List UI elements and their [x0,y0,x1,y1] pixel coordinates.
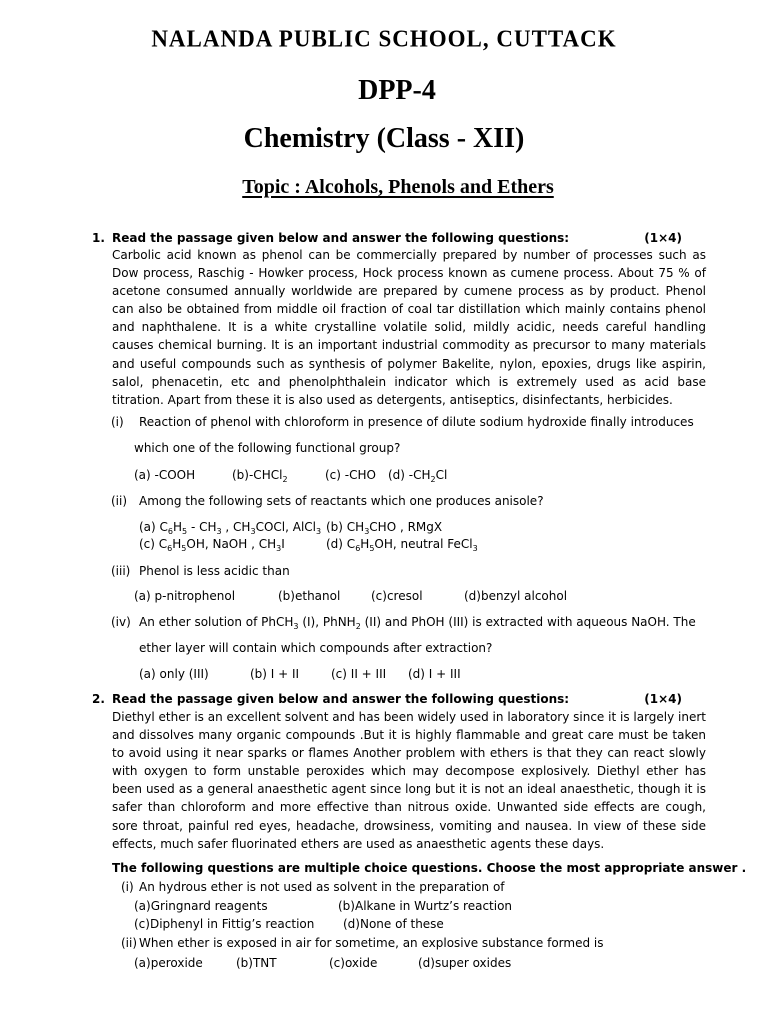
q1-instruction: Read the passage given below and answer the following questions: [112,231,570,245]
q2-ii-text: When ether is exposed in air for sometime, an explosive substance formed is [139,936,604,950]
q1-ii-option-d: (d) $C_6H_5OH$, neutral FeCl$_3$ [326,537,478,553]
q2-ii-option-c: (c)oxide [329,956,378,970]
q2-instruction: Read the passage given below and answer the following questions: [112,692,570,706]
q1-iv-text-2: ether layer will contain which compounds after extraction? [139,641,493,655]
q1-i-option-a: (a) -COOH [134,468,196,482]
q1-iii-option-d: (d)benzyl alcohol [464,589,568,603]
q1-iv-option-d: (d) I + III [408,667,461,681]
q2-i-label: (i) [121,880,134,894]
subject-title: Chemistry (Class - XII) [243,123,525,154]
q2-ii-option-a: (a)peroxide [134,956,203,970]
q1-iv-option-a: (a) only (III) [139,667,209,681]
q2-i-option-a: (a)Gringnard reagents [134,899,268,913]
q2-mcq-instruction: The following questions are multiple choice questions. Choose the most appropriate answer . [112,861,747,875]
q2-ii-option-b: (b)TNT [236,956,277,970]
q1-iv-label: (iv) [111,615,131,629]
q1-i-option-d: (d) $-CH_2Cl$ [388,468,448,484]
q1-ii-label: (ii) [111,494,128,508]
dpp-title: DPP-4 [358,75,436,106]
q2-marks: (1×4) [644,692,682,706]
q1-number: 1. [92,231,105,245]
q1-ii-option-b: (b) $CH_3CHO$ , RMgX [326,520,443,536]
q1-marks: (1×4) [644,231,682,245]
q2-ii-label: (ii) [121,936,138,950]
q2-ii-option-d: (d)super oxides [418,956,512,970]
q1-iii-option-c: (c)cresol [371,589,423,603]
q1-iv-option-c: (c) II + III [331,667,387,681]
q1-iii-text: Phenol is less acidic than [139,564,290,578]
q2-i-text: An hydrous ether is not used as solvent in the preparation of [139,880,505,894]
topic-text: Topic : Alcohols, Phenols and Ethers [242,176,554,198]
q2-number: 2. [92,692,105,706]
q1-iii-option-b: (b)ethanol [278,589,341,603]
q1-i-label: (i) [111,415,124,429]
q2-passage: Diethyl ether is an excellent solvent and has been widely used in laboratory since it is largely inert and dissolves many organic compounds .But it is highly flammable and great care must be taken to avoid using it near sparks or flames Another problem with ethers is that they can react slowly with oxygen to form unstable peroxides which may decompose explosively. Diethyl ether has been used as a general anaesthetic agent since long but it is not an ideal anaesthetic, though it is safer than chloroform and more effective than nitrous oxide. Unwanted side effects are cough, sore throat, painful red eyes, headache, drowsiness, vomiting and nausea. In view of these side effects, much safer fluorinated ethers are used as anaesthetic agents these days. [112,710,707,851]
q1-i-option-c: (c) -CHO [325,468,376,482]
topic-title [0,178,768,196]
q1-ii-text: Among the following sets of reactants which one produces anisole? [139,494,544,508]
q1-iii-label: (iii) [111,564,131,578]
q2-i-option-d: (d)None of these [343,917,444,931]
q2-i-option-c: (c)Diphenyl in Fittig’s reaction [134,917,315,931]
q1-ii-option-c: (c) $C_6H_5OH$, NaOH , $CH_3I$ [139,537,285,553]
q2-i-option-b: (b)Alkane in Wurtz’s reaction [338,899,513,913]
q1-passage: Carbolic acid known as phenol can be commercially prepared by number of processes such as Dow process, Raschig - Howker process, Hock process known as cumene process. About 75 % of acetone consumed annually worldwide are prepared by cumene process as by product. Phenol can also be obtained from middle oil fraction of coal tar distillation which mainly contains phenol and naphthalene. It is a white crystalline volatile solid, mildly acidic, needs careful handling causes chemical burning. It is an important industrial commodity as precursor to many materials and useful compounds such as synthesis of polymer Bakelite, nylon, epoxies, drugs like aspirin, salol, phenacetin, etc and phenolphthalein indicator which is extremely used as acid base titration. Apart from these it is also used as detergents, antiseptics, disinfectants, herbicides. [112,248,706,407]
q1-iv-option-b: (b) I + II [250,667,300,681]
school-name: NALANDA PUBLIC SCHOOL, CUTTACK [151,25,617,52]
q1-i-text: Reaction of phenol with chloroform in presence of dilute sodium hydroxide finally introduces [139,415,694,429]
q1-ii-option-a: (a) $C_6H_5 - CH_3$ , $CH_3COCl$, AlCl$_3$ [139,520,322,536]
q1-iii-option-a: (a) p-nitrophenol [134,589,236,603]
q1-i-text-2: which one of the following functional group? [134,441,401,455]
q1-i-option-b: (b)-CHCl$_2$ [232,468,288,484]
q1-iv-text: An ether solution of PhCH$_3$ (I), PhNH$_2$ (II) and PhOH (III) is extracted with aqueous NaOH. The [139,615,696,631]
